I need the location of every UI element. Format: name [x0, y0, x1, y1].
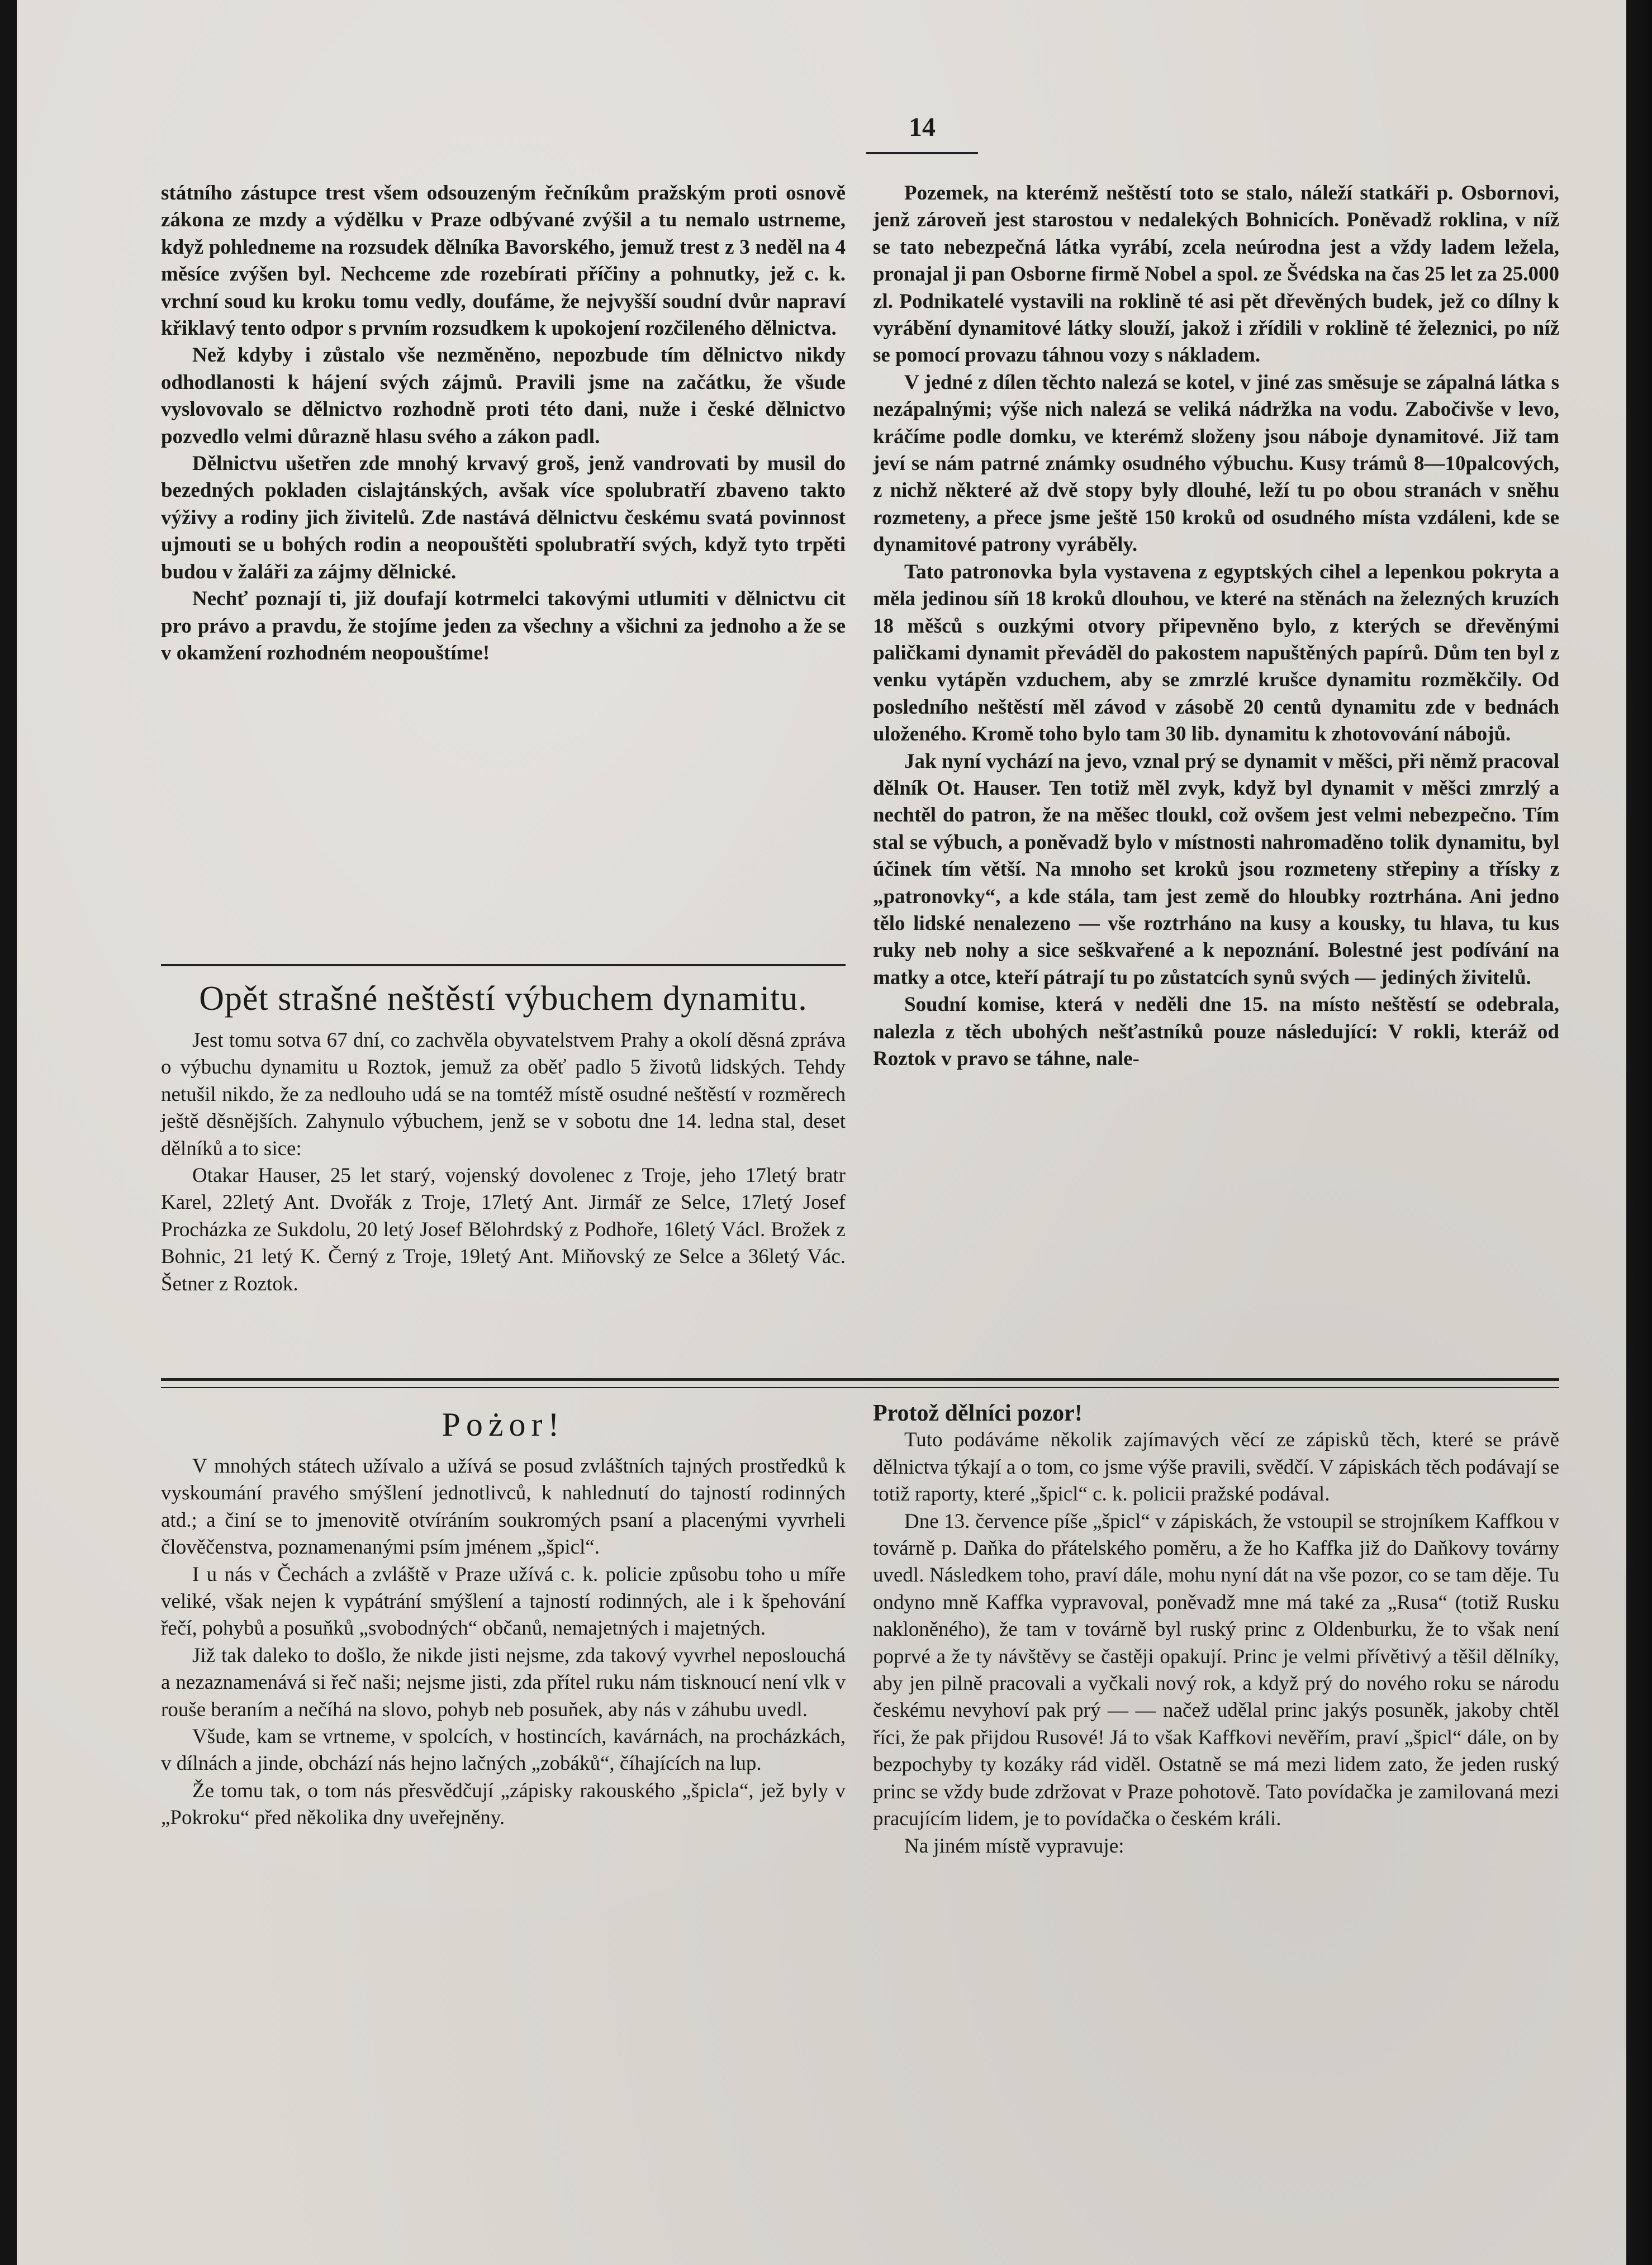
paragraph: Pozemek, na kterémž neštěstí toto se stalo, náleží statkáři p. Osbornovi, jenž zároveň jest starostou v nedalekých Bohnicích. Poněvadž roklina, v níž se tato nebezpečná látka vyrábí, zcela neúrodna jest a vždy ladem ležela, pronajal ji pan Osborne firmě Nobel a spol. ze Švédska na čas 25 let za 25.000 zl. Podnikatelé vystavili na roklině té asi pět dřevěných budek, jež co dílny k vyrábění dynamitové látky slouží, jakož i zřídili v roklině té železnici, po níž se pomocí provazu táhnou vozy s nákladem. [873, 182, 1559, 367]
page-number: 14 [909, 112, 936, 142]
newspaper-page [17, 0, 1626, 2265]
article-title: Opět strašné neštěstí výbuchem dynamitu. [199, 980, 808, 1018]
top-right-column [873, 180, 1559, 1072]
paragraph: I u nás v Čechách a zvláště v Praze užívá c. k. policie způsobu toho u míře veliké, však nejen k vypátrání smýšlení a tajností rodinných, ale i k špehování řečí, pohybů a posuňků „svobodných“ občanů, nemajetných i majetných. [161, 1563, 846, 1640]
paragraph: Tato patronovka byla vystavena z egyptských cihel a lepenkou pokryta a měla jedinou síň 18 kroků dlouhou, ve které na stěnách na železných kruzích 18 měšců s ouzkými otvory připevněno bylo, z kterých se dřevěnými paličkami dynamit převáděl do pakostem napuštěných papírů. Dům ten byl z venku vytápěn vzduchem, aby se zmrzlé krušce dynamitu rozměkčily. Od posledního neštěstí měl závod v zásobě 20 centů dynamitu zde v bednách uloženého. Kromě toho bylo tam 30 lib. dynamitu k zhotovování nábojů. [873, 560, 1559, 746]
top-left-column [161, 180, 846, 667]
paragraph: Nechť poznají ti, již doufají kotrmelci takovými utlumiti v dělnictvu cit pro právo a pravdu, že stojíme jeden za všechny a všichni za jednoho a že se v okamžení rozhodném neopouštíme! [161, 587, 846, 664]
pozor-body [161, 1453, 846, 1832]
section-divider [161, 964, 846, 966]
pozor-title: Pożor! [442, 1406, 565, 1443]
paragraph: Dělnictvu ušetřen zde mnohý krvavý groš, jenž vandrovati by musil do bezedných pokladen cislajtánských, avšak více spolubratří zbaveno takto výživy a rodiny jich živitelů. Zde nastává dělnictvu českému svatá povinnost ujmouti se u bohých rodin a neopouštěti spolubratří svých, když tyto trpěti budou v žaláři za zájmy dělnické. [161, 452, 846, 583]
paragraph: Jest tomu sotva 67 dní, co zachvěla obyvatelstvem Prahy a okolí děsná zpráva o výbuchu dynamitu u Roztok, jemuž za oběť padlo 5 životů lidských. Tehdy netušil nikdo, že za nedlouho udá se na tomtéž místě osudné neštěstí v rozměrech ještě děsnějších. Zahynulo výbuchem, jenž se v sobotu dne 14. ledna stal, deset dělníků a to sice: [161, 1029, 846, 1160]
article-body [161, 1027, 846, 1298]
double-divider [161, 1378, 1559, 1388]
paragraph: V jedné z dílen těchto nalezá se kotel, v jiné zas směsuje se zápalná látka s nezápalnými; výše nich nalezá se veliká nádržka na vodu. Zabočivše v levo, kráčíme podle domku, ve kterémž složeny jsou náboje dynamitové. Již tam jeví se nám patrné známky osudného výbuchu. Kusy trámů 8—10palcových, z nichž některé až dvě stopy byly dlouhé, leží tu po obou stranách v sněhu rozmeteny, a přece jsme ještě 150 kroků od osudného místa vzdáleni, kde se dynamitové patrony vyráběly. [873, 371, 1559, 557]
bottom-right-column [873, 1400, 1559, 1860]
scan-edge-shadow [1632, 0, 1652, 2265]
paragraph: Na jiném místě vypravuje: [904, 1834, 1124, 1858]
paragraph: Že tomu tak, o tom nás přesvědčují „zápisky rakouského „špicla“, jež byly v „Pokroku“ před několika dny uveřejněny. [161, 1779, 846, 1830]
paragraph: Jak nyní vychází na jevo, vznal prý se dynamit v měšci, při němž pracoval dělník Ot. Hauser. Ten totiž měl zvyk, když byl dynamit v měšci zmrzlý a nechtěl do patron, že na měšec tloukl, což ovšem jest velmi nebezpečno. Tím stal se výbuch, a poněvadž bylo v místnosti nahromaděno tolik dynamitu, byl účinek tím větší. Na mnoho set kroků jsou rozmeteny střepiny a třísky z „patronovky“, a kde stála, tam jest země do hloubky roztrhána. Ani jedno tělo lidské nenalezeno — vše roztrháno na kusy a kousky, tu hlava, tu kus ruky neb nohy a sice seškvařené a k nepoznání. Bolestné jest podívání na matky a otce, kteří pátrají tu po zůstatcích synů svých — jediných živitelů. [873, 749, 1559, 989]
paragraph: Všude, kam se vrtneme, v spolcích, v hostincích, kavárnách, na procházkách, v dílnách a jinde, obchází nás hejno lačných „zobáků“, číhajících na lup. [161, 1725, 846, 1775]
paragraph: Již tak daleko to došlo, že nikde jisti nejsme, zda takový vyvrhel neposlouchá a nezaznamenává si řeč naši; nejsme jisti, zda přítel ruku nám tisknoucí není vlk v rouše beraním a nečíhá na slovo, pohyb neb posuňek, aby nás v záhubu uvedl. [161, 1644, 846, 1721]
paragraph: Otakar Hauser, 25 let starý, vojenský dovolenec z Troje, jeho 17letý bratr Karel, 22letý Ant. Dvořák z Troje, 17letý Ant. Jirmář ze Selce, 17letý Josef Procházka ze Sukdolu, 20 letý Josef Bělohrdský z Podhoře, 16letý Václ. Brožek z Bohnic, 21 letý K. Černý z Troje, 19letý Ant. Miňovský ze Selce a 36letý Vác. Šetner z Roztok. [161, 1164, 846, 1295]
paragraph: Než kdyby i zůstalo vše nezměněno, nepozbude tím dělnictvo nikdy odhodlanosti k hájení svých zájmů. Pravili jsme na začátku, že všude vyslovovalo se dělnictvo rozhodně proti této dani, nuže i české dělnictvo pozvedlo velmi důrazně hlasu svého a zákon padl. [161, 344, 846, 448]
bottom-right-title: Protož dělníci pozor! [873, 1400, 1083, 1426]
paragraph: Tuto podáváme několik zajímavých věcí ze zápisků těch, které se právě dělnictva týkají a o tom, co jsme výše pravili, svědčí. V zápiskách těch podávají se totiž raporty, které „špicl“ c. k. policii pražské podával. [873, 1428, 1559, 1506]
paragraph: Soudní komise, která v neděli dne 15. na místo neštěstí se odebrala, nalezla z těch ubohých nešťastníků pouze následující: V rokli, kteráž od Roztok v pravo se táhne, nale- [873, 993, 1559, 1070]
paragraph: Dne 13. července píše „špicl“ v zápiskách, že vstoupil se strojníkem Kaffkou v továrně p. Daňka do přátelského poměru, a že ho Kaffka již do Daňkovy továrny uvedl. Následkem toho, praví dále, mohu nyní dát na vše pozor, co se tam děje. Tu ondyno mně Kaffka vypravoval, poněvadž mne má také za „Rusa“ (totiž Rusku nakloněného), že tam v továrně byl ruský princ z Oldenburku, že to však není poprvé a že ty návštěvy se častěji opakují. Princ je velmi přívětivý a těšil dělníky, aby jen pilně pracovali a vyčkali nový rok, a když prý do nového roku se národu českému nevyhoví pak prý — — načež udělal princ jakýs posuněk, jakoby chtěl říci, že pak přijdou Rusové! Já to však Kaffkovi nevěřím, praví „špicl“ dále, on by bezpochyby ty kozáky rád viděl. Ostatně se má mezi lidem zato, že jeden ruský princ se vždy bude zdržovat v Praze pohotově. Tato povídačka je zamilovaná mezi pracujícím lidem, je to povídačka o českém králi. [873, 1509, 1559, 1831]
paragraph: státního zástupce trest všem odsouzeným řečníkům pražským proti osnově zákona ze mzdy a výdělku v Praze odbývané zvýšil a tu nemalo ustrneme, když pohledneme na rozsudek dělníka Bavorského, jemuž trest z 3 neděl na 4 měsíce zvýšen byl. Nechceme zde rozebírati příčiny a pohnutky, jež c. k. vrchní soud ku kroku tomu vedly, doufáme, že nejvyšší soudní dvůr napraví křiklavý tento odpor s prvním rozsudkem k upokojení rozčileného dělnictva. [161, 182, 846, 340]
page-number-rule [866, 152, 978, 154]
paragraph: V mnohých státech užívalo a užívá se posud zvláštních tajných prostředků k vyskoumání pravého smýšlení jednotlivců, k nahlednutí do tajností rodinných atd.; a činí se to jmenovitě otvíráním soukromých psaní a placenými vyvrheli člověčenstva, poznamenanými psím jménem „špicl“. [161, 1455, 846, 1559]
